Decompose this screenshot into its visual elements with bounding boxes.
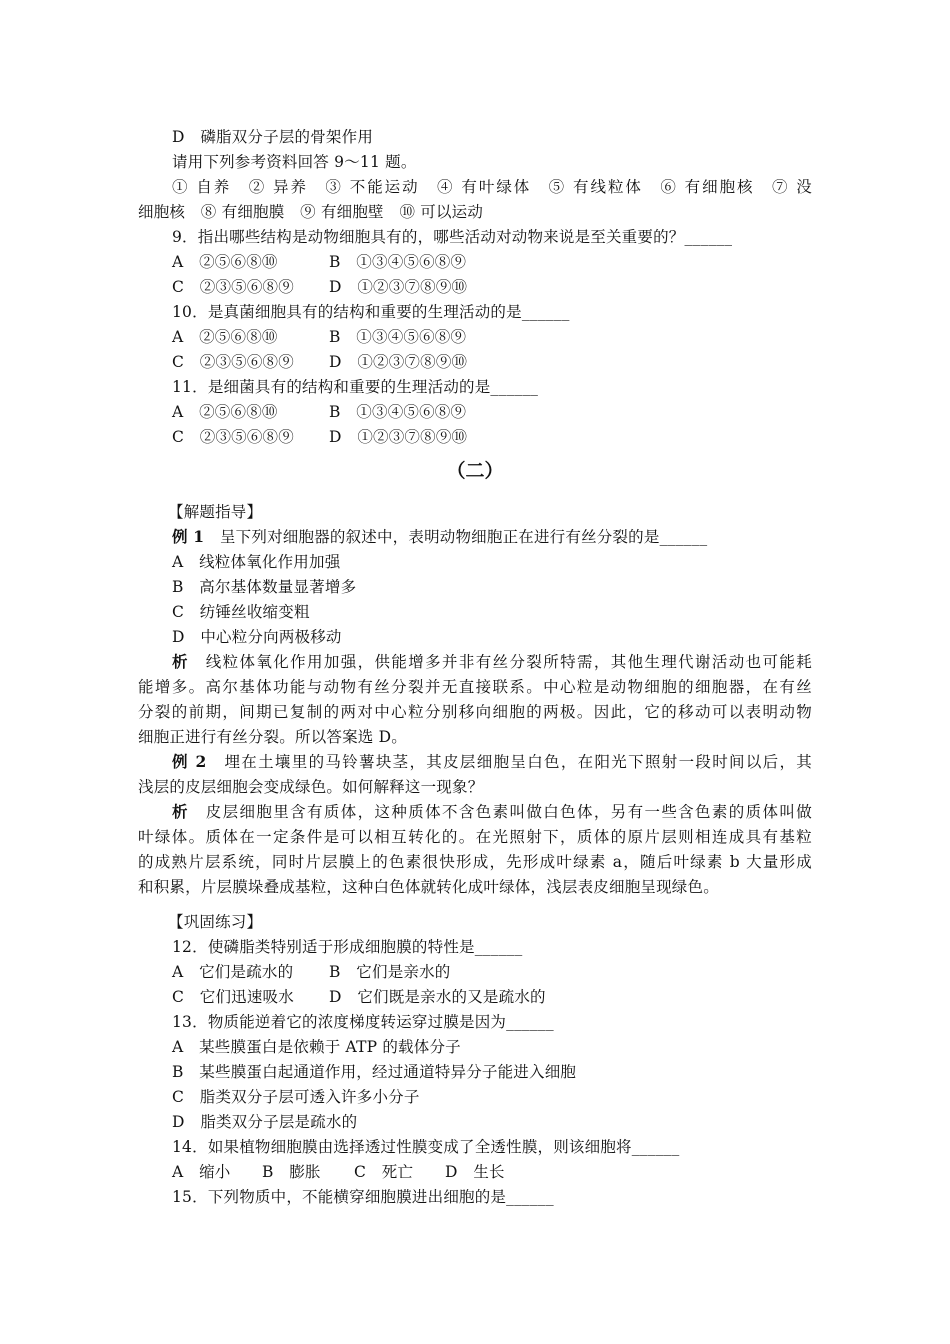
example-1-stem: [172, 527, 707, 547]
example-2-line-1: 例 2 埋在土壤里的马铃薯块茎，其皮层细胞呈白色，在阳光下照射一段时间以后，其: [172, 752, 813, 771]
q12-option-d: D 它们既是亲水的又是疏水的: [329, 988, 546, 1006]
q9-option-c: C ②③⑤⑥⑧⑨: [172, 278, 294, 296]
q10-stem: 10．是真菌细胞具有的结构和重要的生理活动的是______: [172, 303, 570, 321]
analysis-2-label: 析: [172, 802, 189, 821]
reference-line-2: 细胞核 ⑧ 有细胞膜 ⑨ 有细胞壁 ⑩ 可以运动: [138, 203, 484, 221]
q8-option-d: D 磷脂双分子层的骨架作用: [172, 128, 374, 146]
reference-line-1: ① 自养 ② 异养 ③ 不能运动 ④ 有叶绿体 ⑤ 有线粒体 ⑥ 有细胞核 ⑦ 没: [172, 178, 812, 196]
q9-stem: 9．指出哪些结构是动物细胞具有的，哪些活动对动物来说是至关重要的？______: [172, 228, 733, 246]
q11-option-c: C ②③⑤⑥⑧⑨: [172, 428, 294, 446]
section-title: （二）: [446, 460, 504, 482]
q12-stem: 12．使磷脂类特别适于形成细胞膜的特性是______: [172, 938, 523, 956]
q9-option-d: D ①②③⑦⑧⑨⑩: [329, 278, 468, 296]
analysis-2-line-2: 叶绿体。质体在一定条件是可以相互转化的。在光照射下，质体的原片层则相连成具有基粒: [138, 828, 812, 846]
q14-option-d: D 生长: [445, 1163, 505, 1181]
analysis-1-label: 析: [172, 652, 189, 671]
q11-option-b: B ①③④⑤⑥⑧⑨: [329, 403, 467, 421]
q10-option-b: B ①③④⑤⑥⑧⑨: [329, 328, 467, 346]
q12-option-b: B 它们是亲水的: [329, 963, 451, 981]
analysis-1-line-4: 细胞正进行有丝分裂。所以答案选 D。: [138, 728, 407, 746]
q10-option-d: D ①②③⑦⑧⑨⑩: [329, 353, 468, 371]
reference-intro: 请用下列参考资料回答 9～11 题。: [172, 153, 417, 171]
analysis-2-line-3: 的成熟片层系统，同时片层膜上的色素很快形成，先形成叶绿素 a，随后叶绿素 b 大量形成: [138, 853, 812, 871]
analysis-1-line-2: 能增多。高尔基体功能与动物有丝分裂并无直接联系。中心粒是动物细胞的细胞器，在有丝: [138, 678, 812, 696]
guide-header: 【解题指导】: [168, 503, 263, 521]
q9-option-a: A ②⑤⑥⑧⑩: [172, 253, 278, 271]
q15-stem: 15．下列物质中，不能横穿细胞膜进出细胞的是______: [172, 1188, 554, 1206]
q10-option-a: A ②⑤⑥⑧⑩: [172, 328, 278, 346]
analysis-1-line-3: 分裂的前期，间期已复制的两对中心粒分别移向细胞的两极。因此，它的移动可以表明动物: [138, 703, 812, 721]
analysis-2-line-1: 析 皮层细胞里含有质体，这种质体不含色素叫做白色体，另有一些含色素的质体叫做: [172, 802, 812, 821]
q14-option-c: C 死亡: [354, 1163, 414, 1181]
example-1-option-c: C 纺锤丝收缩变粗: [172, 603, 310, 621]
q13-option-b: B 某些膜蛋白起通道作用，经过通道特异分子能进入细胞: [172, 1063, 577, 1081]
analysis-2-line-4: 和积累，片层膜垛叠成基粒，这种白色体就转化成叶绿体，浅层表皮细胞呈现绿色。: [138, 878, 719, 896]
q13-option-d: D 脂类双分子层是疏水的: [172, 1113, 358, 1131]
q14-option-b: B 膨胀: [262, 1163, 321, 1181]
q11-option-d: D ①②③⑦⑧⑨⑩: [329, 428, 468, 446]
example-1-label: 例 1: [172, 527, 205, 546]
q11-option-a: A ②⑤⑥⑧⑩: [172, 403, 278, 421]
q13-option-c: C 脂类双分子层可透入许多小分子: [172, 1088, 420, 1106]
practice-header: 【巩固练习】: [168, 913, 263, 931]
analysis-1-line-1: 析 线粒体氧化作用加强，供能增多并非有丝分裂所特需，其他生理代谢活动也可能耗: [172, 652, 812, 671]
example-1-option-d: D 中心粒分向两极移动: [172, 628, 342, 646]
q12-option-a: A 它们是疏水的: [172, 963, 294, 981]
q11-stem: 11．是细菌具有的结构和重要的生理活动的是______: [172, 378, 539, 396]
example-1-option-b: B 高尔基体数量显著增多: [172, 578, 357, 596]
example-2-label: 例 2: [172, 752, 207, 771]
example-2-line-2: 浅层的皮层细胞会变成绿色。如何解释这一现象？: [138, 778, 484, 796]
example-1-text: 呈下列对细胞器的叙述中，表明动物细胞正在进行有丝分裂的是______: [204, 528, 708, 546]
q14-option-a: A 缩小: [172, 1163, 231, 1181]
q12-option-c: C 它们迅速吸水: [172, 988, 294, 1006]
q14-stem: 14．如果植物细胞膜由选择透过性膜变成了全透性膜，则该细胞将______: [172, 1138, 680, 1156]
q10-option-c: C ②③⑤⑥⑧⑨: [172, 353, 294, 371]
example-1-option-a: A 线粒体氧化作用加强: [172, 553, 341, 571]
q13-option-a: A 某些膜蛋白是依赖于 ATP 的载体分子: [172, 1038, 461, 1056]
q13-stem: 13．物质能逆着它的浓度梯度转运穿过膜是因为______: [172, 1013, 554, 1031]
q9-option-b: B ①③④⑤⑥⑧⑨: [329, 253, 467, 271]
